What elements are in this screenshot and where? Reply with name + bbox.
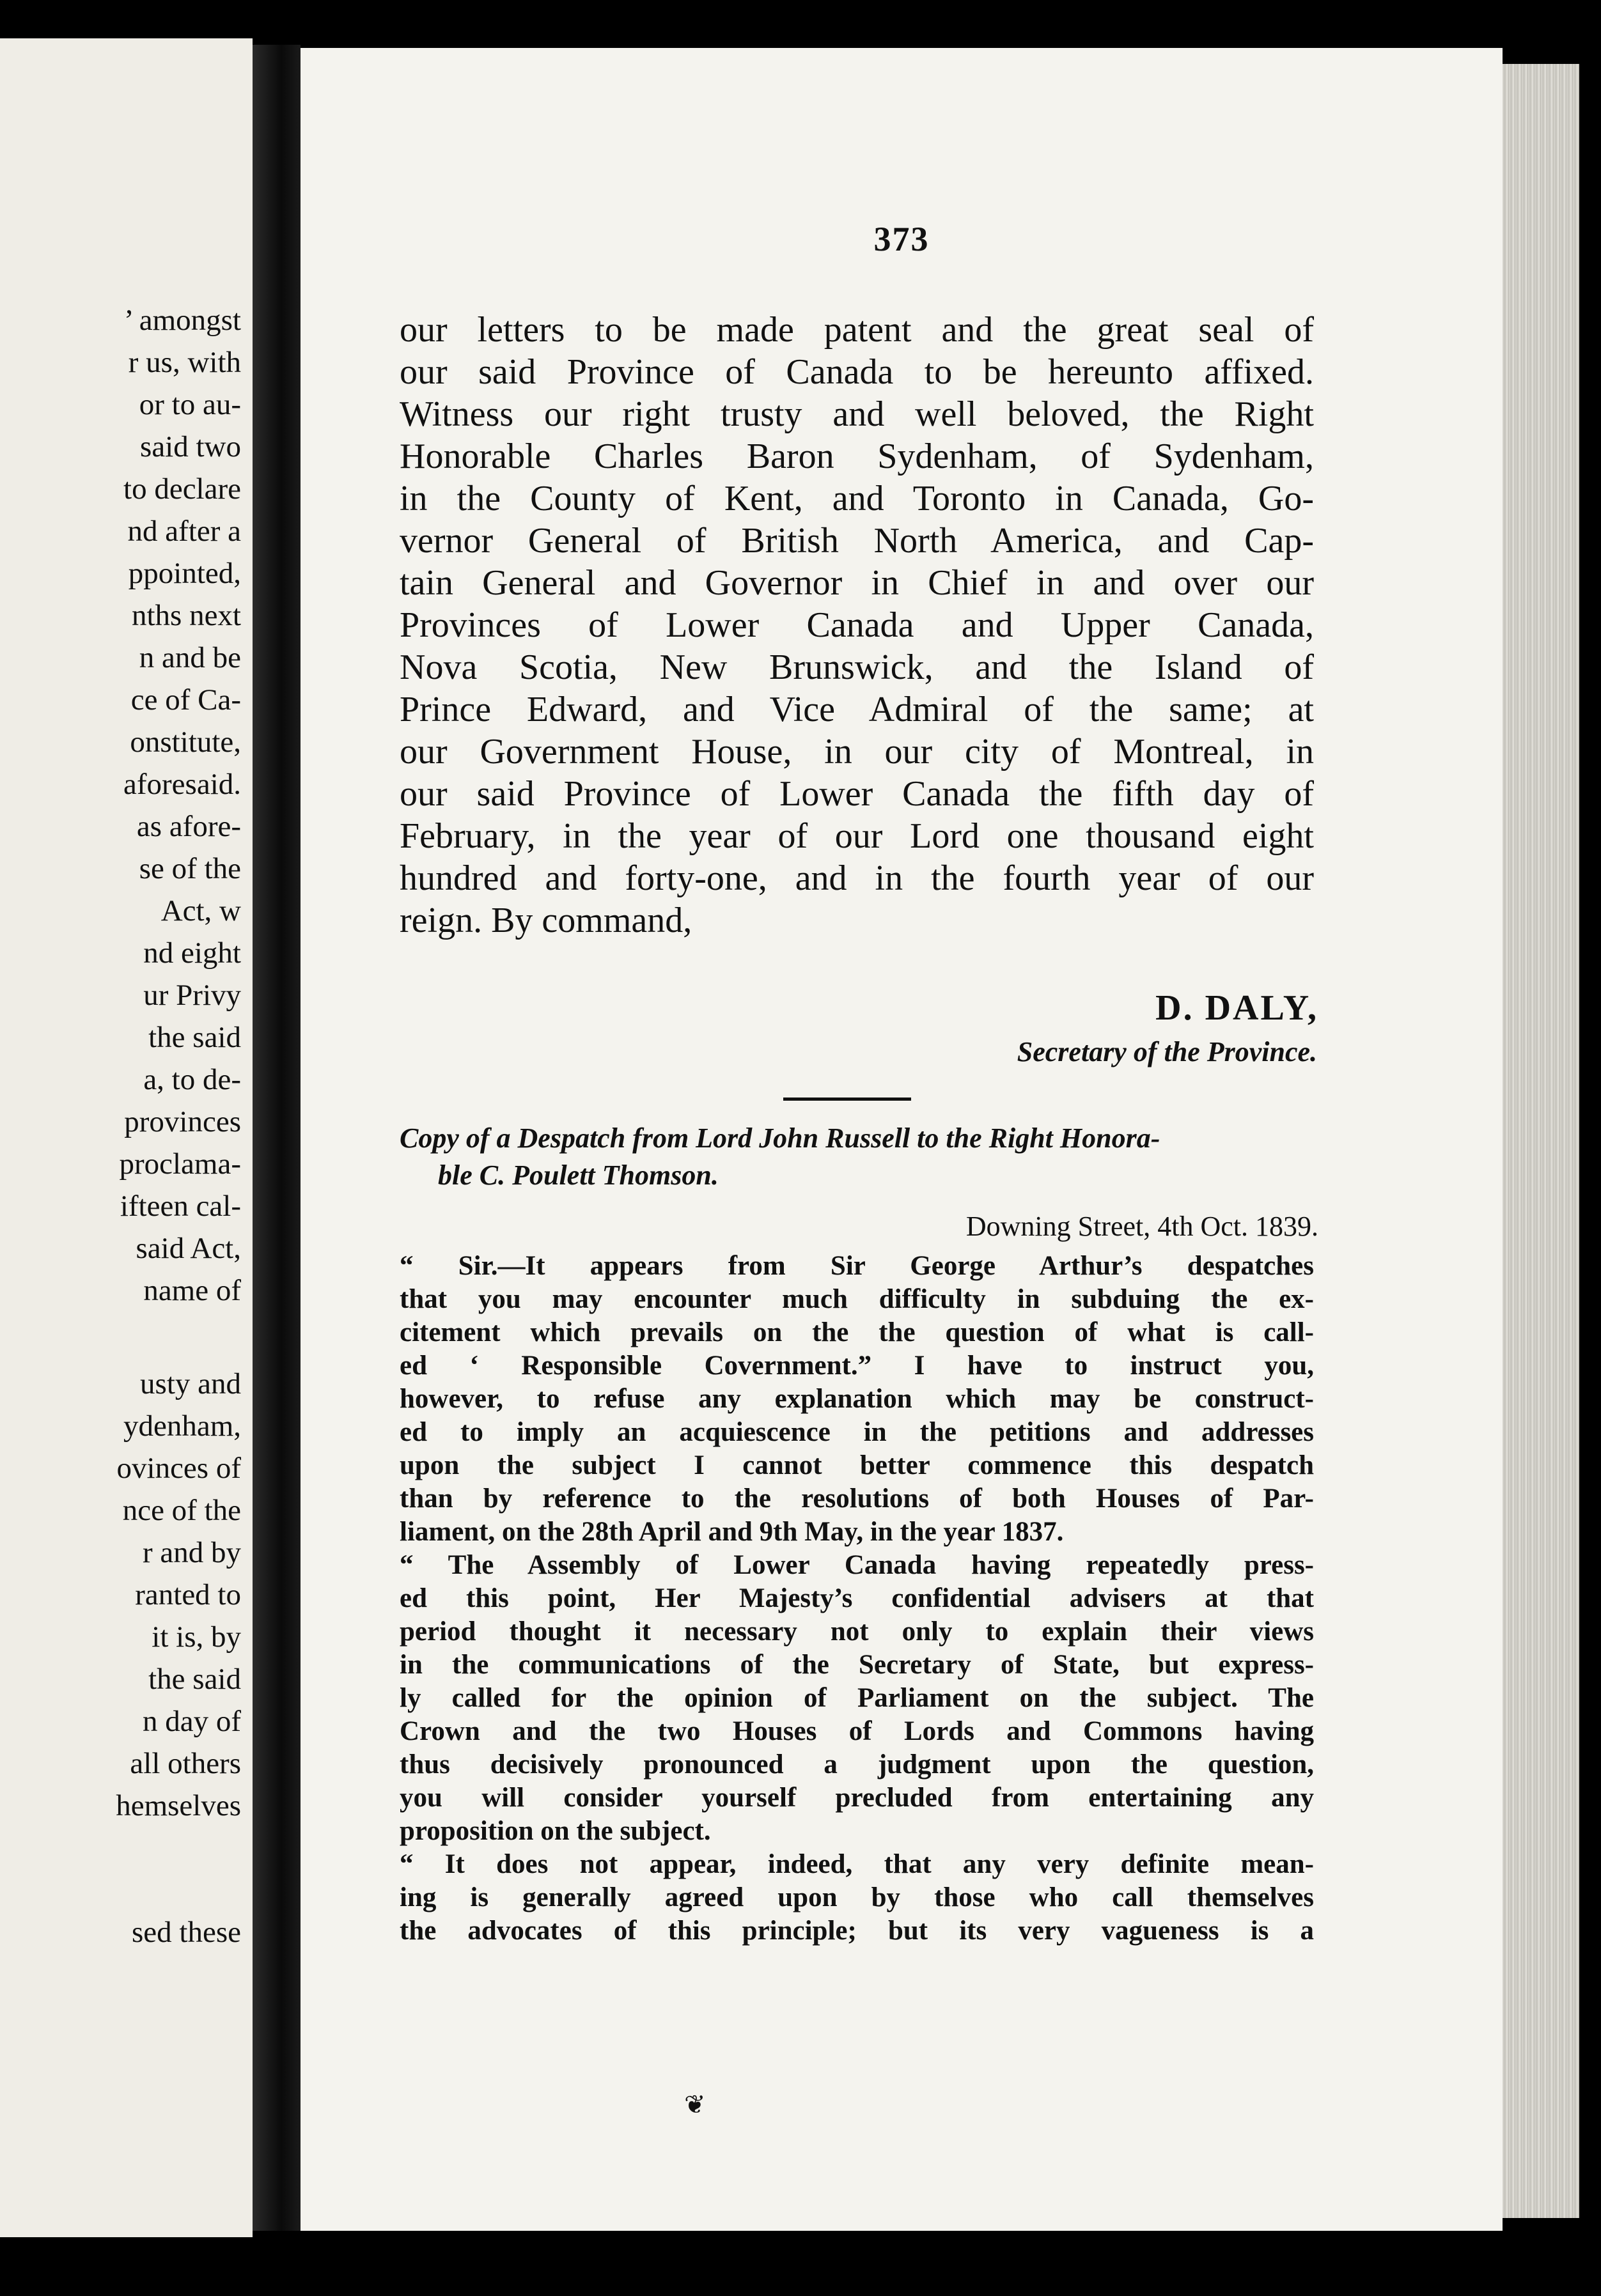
left-line: all others (130, 1747, 241, 1780)
despatch-line: ed ‘ Responsible Covernment.” I have to instruct you, (400, 1351, 1314, 1381)
left-line: onstitute, (130, 725, 241, 759)
despatch-line: however, to refuse any explanation which may be construct- (400, 1384, 1314, 1414)
left-line: Act, w (160, 894, 241, 927)
body-line: Nova Scotia, New Brunswick, and the Island of (400, 648, 1314, 687)
left-line: a, to de- (143, 1063, 241, 1096)
left-line: n day of (142, 1705, 241, 1738)
left-line: ur Privy (143, 979, 241, 1012)
left-line: ppointed, (128, 557, 241, 590)
left-line: nce of the (122, 1494, 241, 1527)
page-number: 373 (873, 220, 930, 258)
despatch-heading: Copy of a Despatch from Lord John Russell to the Right Honora- (400, 1122, 1160, 1154)
despatch-line: “ Sir.—It appears from Sir George Arthur’s despatches (400, 1251, 1314, 1281)
despatch-line: you will consider yourself precluded from entertaining any (400, 1783, 1314, 1813)
despatch-line: citement which prevails on the the question of what is call- (400, 1317, 1314, 1347)
left-line: provinces (124, 1105, 241, 1138)
body-line: Prince Edward, and Vice Admiral of the same; at (400, 690, 1314, 729)
despatch-line: ing is generally agreed upon by those who call themselves (400, 1882, 1314, 1912)
body-line: our said Province of Canada to be hereunto affixed. (400, 352, 1314, 392)
despatch-line: upon the subject I cannot better commence this despatch (400, 1450, 1314, 1480)
despatch-line: ed this point, Her Majesty’s confidential advisers at that (400, 1583, 1314, 1613)
left-line: se of the (139, 852, 241, 885)
left-line: the said (148, 1021, 241, 1054)
left-line: hemselves (116, 1789, 241, 1822)
despatch-line: “ The Assembly of Lower Canada having repeatedly press- (400, 1550, 1314, 1580)
left-line: ranted to (135, 1578, 241, 1611)
printer-ornament: ❦ (684, 2090, 706, 2119)
despatch-line: liament, on the 28th April and 9th May, in the year 1837. (400, 1517, 1064, 1547)
left-line: ce of Ca- (130, 683, 241, 717)
body-line: hundred and forty-one, and in the fourth year of our (400, 858, 1314, 898)
body-line: our Government House, in our city of Montreal, in (400, 732, 1314, 772)
despatch-line: “ It does not appear, indeed, that any very definite mean- (400, 1849, 1314, 1879)
body-line: Honorable Charles Baron Sydenham, of Sydenham, (400, 437, 1314, 476)
left-line: nd after a (127, 515, 241, 548)
left-line: name of (143, 1274, 241, 1307)
despatch-line: Crown and the two Houses of Lords and Commons having (400, 1716, 1314, 1746)
body-line: Provinces of Lower Canada and Upper Canada, (400, 605, 1314, 645)
left-line: as afore- (136, 810, 241, 843)
body-line: Witness our right trusty and well beloved, the Right (400, 394, 1314, 434)
body-line: reign. By command, (400, 901, 692, 940)
signature: D. DALY, (1155, 988, 1318, 1028)
body-line: vernor General of British North America, and Cap- (400, 521, 1314, 561)
body-line: our letters to be made patent and the great seal of (400, 310, 1314, 350)
left-line: ovinces of (116, 1452, 241, 1485)
left-line: aforesaid. (123, 768, 241, 801)
dateline: Downing Street, 4th Oct. 1839. (965, 1211, 1318, 1242)
left-line: r and by (142, 1536, 241, 1569)
left-page (0, 38, 253, 2237)
despatch-heading: ble C. Poulett Thomson. (438, 1160, 719, 1191)
despatch-line: ly called for the opinion of Parliament on the subject. The (400, 1683, 1314, 1713)
left-line: the said (148, 1663, 241, 1696)
section-divider (783, 1098, 911, 1101)
left-line: nths next (131, 599, 241, 632)
left-line: said Act, (136, 1232, 241, 1265)
despatch-line: thus decisively pronounced a judgment upon the question, (400, 1749, 1314, 1780)
left-line: to declare (123, 472, 241, 506)
left-line: nd eight (143, 936, 241, 970)
left-line: it is, by (152, 1620, 241, 1654)
despatch-line: proposition on the subject. (400, 1816, 711, 1846)
left-line: ifteen cal- (120, 1190, 241, 1223)
left-line: sed these (132, 1916, 241, 1949)
body-line: February, in the year of our Lord one thousand eight (400, 816, 1314, 856)
signature-title: Secretary of the Province. (1017, 1036, 1317, 1067)
left-line: ydenham, (123, 1409, 241, 1443)
body-line: our said Province of Lower Canada the fifth day of (400, 774, 1314, 814)
left-line: n and be (139, 641, 241, 674)
despatch-line: the advocates of this principle; but its very vagueness is a (400, 1916, 1314, 1946)
book-gutter (253, 45, 301, 2231)
page-edges (1490, 64, 1579, 2218)
despatch-line: period thought it necessary not only to explain their views (400, 1617, 1314, 1647)
despatch-line: than by reference to the resolutions of both Houses of Par- (400, 1484, 1314, 1514)
left-line: proclama- (119, 1147, 241, 1181)
right-page (301, 48, 1503, 2231)
despatch-line: in the communications of the Secretary of State, but express- (400, 1650, 1314, 1680)
despatch-line: ed to imply an acquiescence in the petitions and addresses (400, 1417, 1314, 1447)
left-line: ’ amongst (123, 304, 241, 337)
left-line: usty and (140, 1367, 241, 1400)
left-line: or to au- (139, 388, 241, 421)
body-line: in the County of Kent, and Toronto in Canada, Go- (400, 479, 1314, 518)
left-line: r us, with (128, 346, 241, 379)
left-line: said two (140, 430, 241, 463)
body-line: tain General and Governor in Chief in and over our (400, 563, 1314, 603)
despatch-line: that you may encounter much difficulty in subduing the ex- (400, 1284, 1314, 1314)
